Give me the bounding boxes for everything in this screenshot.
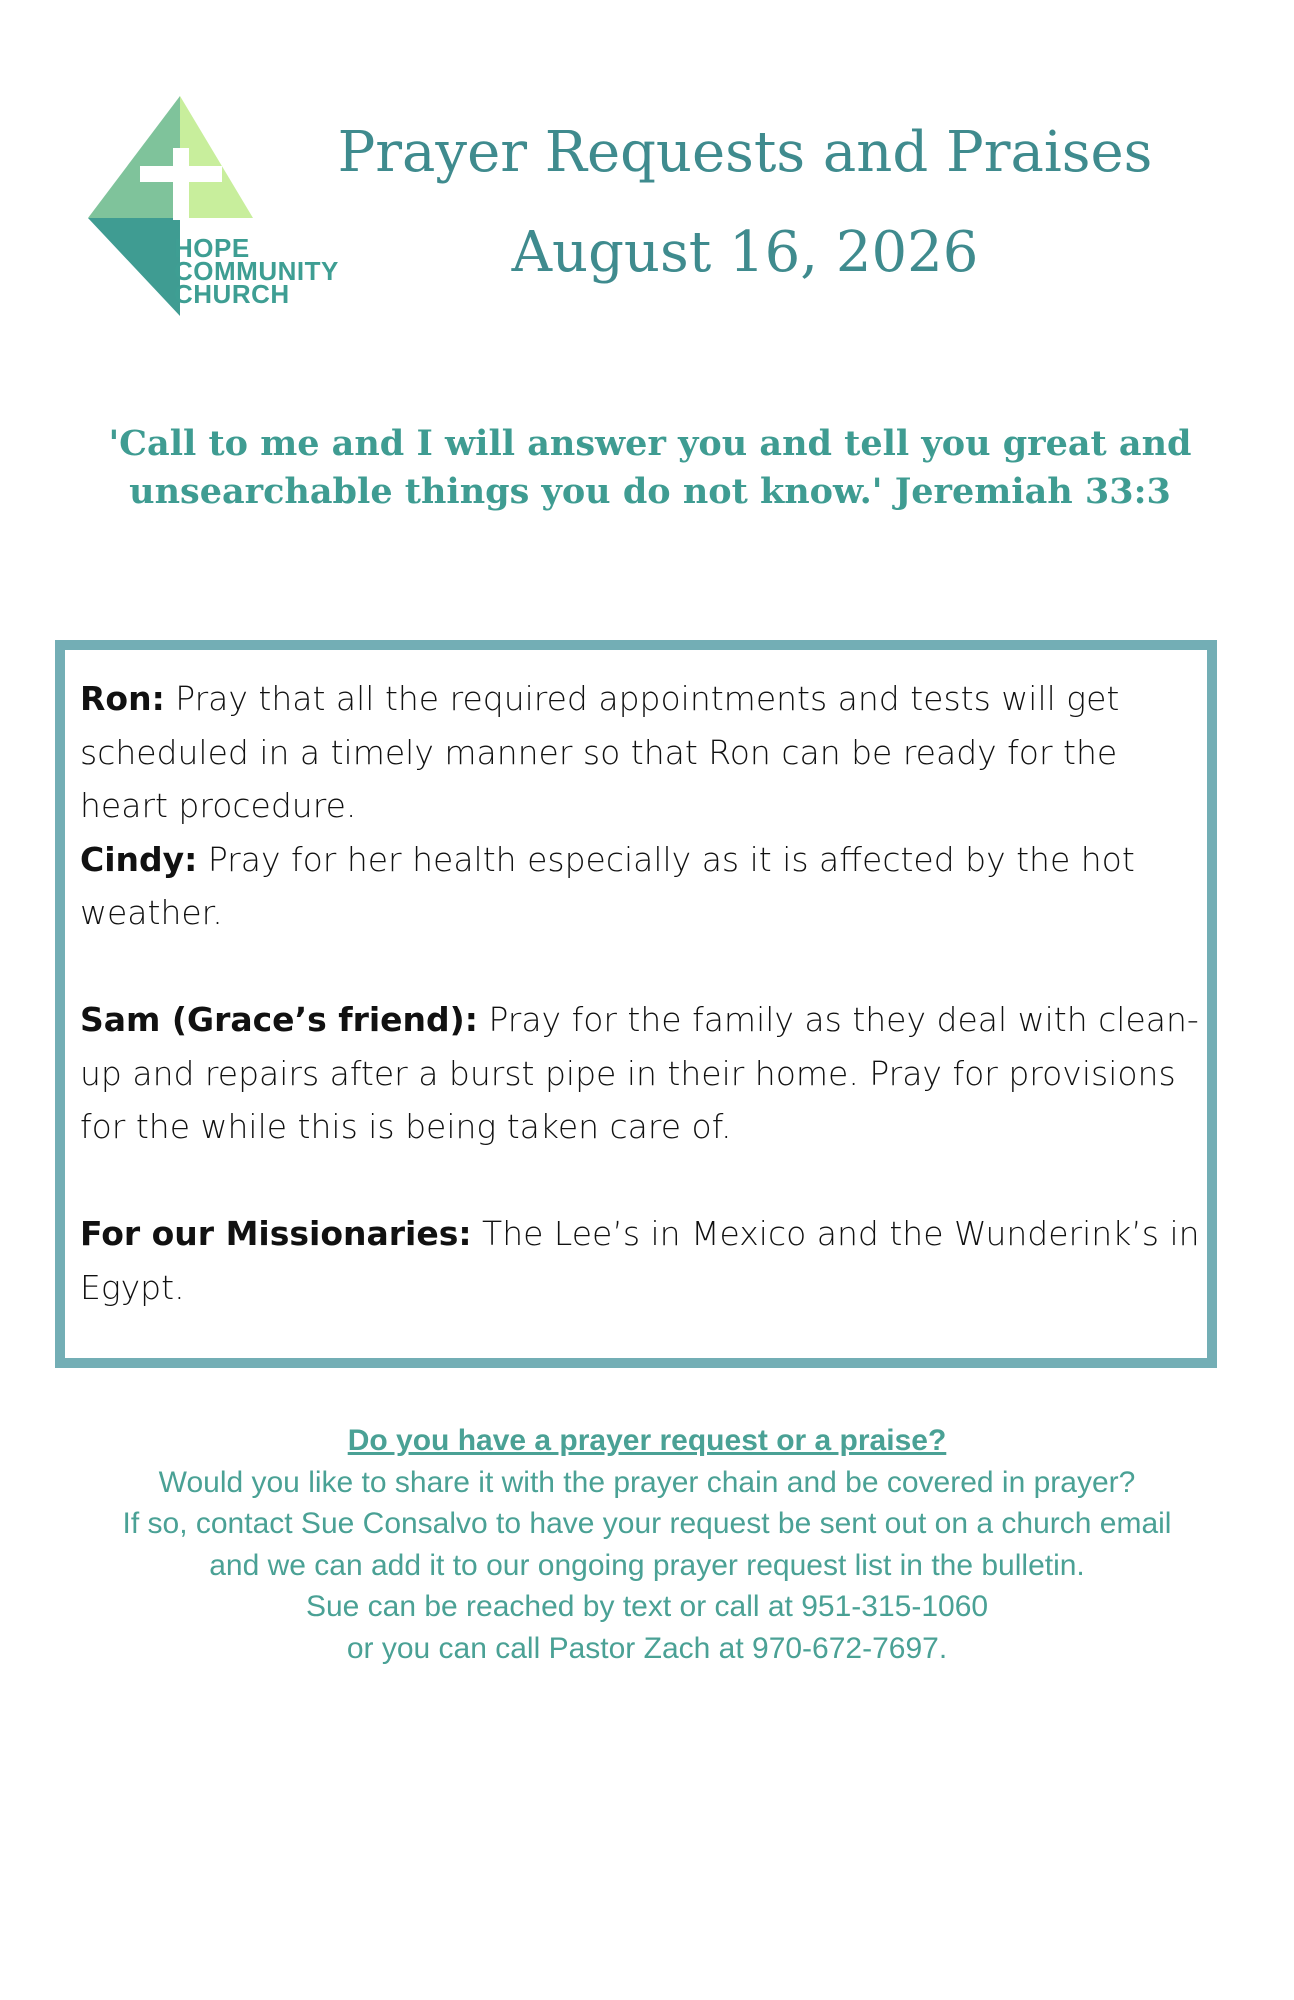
church-logo: [88, 96, 358, 316]
footer-line: or you can call Pastor Zach at 970-672-7697.: [346, 1631, 948, 1665]
request-text: Pray for the family as they deal with clean-up and repairs after a burst pipe in their home. Pray for provisions for the while this is being taken care of.: [80, 1000, 1199, 1146]
contact-footer: [60, 1420, 1234, 1669]
footer-line: Sue can be reached by text or call at 951-315-1060: [305, 1590, 989, 1623]
logo-name-line-3: CHURCH: [174, 279, 290, 309]
page-date: August 16, 2026: [511, 220, 979, 285]
footer-line: and we can add it to our ongoing prayer request list in the bulletin.: [209, 1548, 1085, 1582]
request-name: For our Missionaries:: [80, 1214, 472, 1253]
footer-heading: Do you have a prayer request or a praise?: [347, 1424, 947, 1457]
page-title: Prayer Requests and Praises: [337, 120, 1153, 185]
spacer: [80, 1154, 1200, 1208]
logo-name-line-1: HOPE: [174, 233, 250, 263]
prayer-request-item: [80, 993, 1200, 1154]
logo-name-line-2: COMMUNITY: [174, 256, 339, 286]
prayer-request-list: [80, 672, 1200, 1314]
request-name: Cindy:: [80, 839, 198, 879]
request-name: Sam (Grace’s friend):: [80, 1000, 478, 1039]
prayer-request-item: [80, 672, 1200, 833]
prayer-request-item: [80, 1207, 1200, 1314]
prayer-request-item: [80, 833, 1200, 940]
request-text: Pray for her health especially as it is affected by the hot weather.: [80, 839, 1135, 932]
footer-line: If so, contact Sue Consalvo to have your request be sent out on a church email: [122, 1507, 1172, 1540]
request-text: The Lee’s in Mexico and the Wunderink’s in Egypt.: [80, 1214, 1200, 1307]
logo-wordmark: [174, 233, 339, 309]
spacer: [80, 940, 1200, 994]
request-name: Ron:: [80, 679, 165, 718]
footer-line: Would you like to share it with the prayer chain and be covered in prayer?: [158, 1465, 1136, 1499]
request-text: Pray that all the required appointments and tests will get scheduled in a timely manner so that Ron can be ready for the heart procedure.: [80, 679, 1120, 825]
scripture-verse: 'Call to me and I will answer you and tell you great and unsearchable things you do not know.' Jeremiah 33:3: [108, 423, 1192, 512]
